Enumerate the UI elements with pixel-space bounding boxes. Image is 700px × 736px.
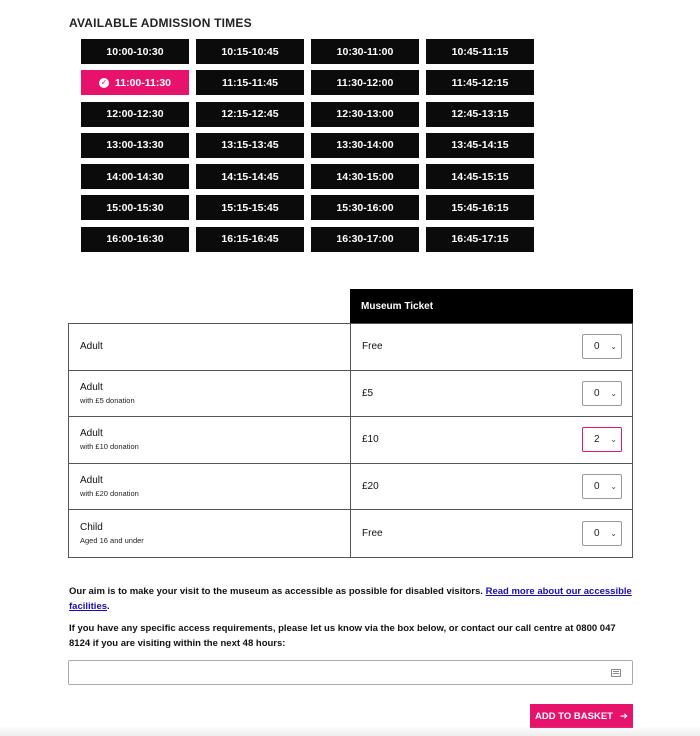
ticket-type-cell [69, 510, 351, 557]
admission-slot[interactable] [426, 102, 534, 127]
admission-slot[interactable] [426, 227, 534, 252]
admission-slot-label: 10:30-11:00 [336, 45, 394, 58]
admission-slot-label: 12:45-13:15 [451, 108, 509, 121]
admission-slot-label: 10:45-11:15 [451, 45, 509, 58]
ticket-price-cell [351, 417, 632, 463]
accessibility-link-suffix: . [107, 601, 110, 612]
admission-slot[interactable] [311, 102, 419, 127]
admission-slot-label: 13:15-13:45 [221, 139, 279, 152]
chevron-down-icon: ⌄ [610, 342, 617, 352]
admission-slot-label: 16:45-17:15 [451, 233, 509, 246]
ticket-price-cell [351, 371, 632, 417]
admission-slot[interactable] [426, 39, 534, 64]
admission-slot-label: 12:00-12:30 [106, 108, 164, 121]
quantity-value: 2 [594, 434, 600, 446]
ticket-table [68, 323, 633, 558]
ticket-price: £20 [362, 481, 379, 493]
admission-slot[interactable] [81, 164, 189, 189]
admission-slot-label: 15:45-16:15 [451, 201, 509, 214]
admission-slot[interactable] [81, 195, 189, 220]
access-requirements-text: If you have any specific access requirements, please let us know via the box below, or contact our call centre at 0800 047 8124 if you are visiting within the next 48 hours: [69, 623, 616, 649]
admission-slot-label: 10:15-10:45 [221, 45, 279, 58]
admission-slot[interactable] [311, 164, 419, 189]
admission-slot[interactable] [81, 39, 189, 64]
accessible-facilities-link[interactable]: Read more about our accessible facilities [69, 586, 632, 612]
ticket-type-subtitle: Aged 16 and under [80, 536, 144, 546]
admission-slot-label: 13:30-14:00 [336, 139, 394, 152]
ticket-price-cell [351, 464, 632, 510]
admission-slot[interactable] [81, 133, 189, 158]
admission-slot[interactable] [311, 227, 419, 252]
admission-slot[interactable] [311, 195, 419, 220]
admission-slot[interactable] [426, 195, 534, 220]
admission-slot[interactable] [196, 195, 304, 220]
admission-slot[interactable] [426, 164, 534, 189]
quantity-select[interactable] [582, 521, 622, 546]
arrow-right-icon: ➔ [619, 710, 628, 722]
quantity-select[interactable] [582, 427, 622, 452]
admission-slot-label: 11:45-12:15 [451, 76, 509, 89]
ticket-type-name: Adult [80, 341, 103, 353]
admission-slot[interactable] [311, 70, 419, 95]
ticket-type-name: Adult [80, 475, 103, 487]
admission-slot-label: 13:45-14:15 [451, 139, 509, 152]
quantity-value: 0 [594, 528, 600, 540]
admission-slot-label: 11:00-11:30 [114, 76, 172, 89]
chevron-down-icon: ⌄ [610, 529, 617, 539]
ticket-type-name: Adult [80, 428, 103, 440]
admission-slot[interactable] [196, 227, 304, 252]
ticket-price: £5 [362, 387, 374, 399]
accessibility-intro: Our aim is to make your visit to the museum as accessible as possible for disabled visitors. [69, 586, 486, 597]
ticket-price: Free [362, 528, 383, 540]
admission-slot-label: 14:45-15:15 [451, 170, 509, 183]
ticket-row [69, 324, 632, 371]
admission-slot[interactable] [311, 39, 419, 64]
add-to-basket-label: ADD TO BASKET [535, 710, 613, 722]
ticket-type-name: Adult [80, 381, 103, 393]
access-requirements-input[interactable] [68, 660, 633, 685]
ticket-row [69, 464, 632, 511]
admission-slot[interactable] [81, 102, 189, 127]
ticket-type-subtitle: with £20 donation [80, 489, 139, 499]
admission-slot-selected[interactable] [81, 70, 189, 95]
ticket-price: £10 [362, 434, 379, 446]
chevron-down-icon: ⌄ [610, 388, 617, 398]
admission-slot[interactable] [81, 227, 189, 252]
admission-slot[interactable] [311, 133, 419, 158]
admission-slot-label: 15:00-15:30 [106, 201, 164, 214]
ticket-type-name: Child [80, 522, 103, 534]
ticket-type-subtitle: with £5 donation [80, 395, 135, 405]
admission-slot[interactable] [196, 102, 304, 127]
add-to-basket-button[interactable] [530, 704, 633, 728]
admission-slot-label: 13:00-13:30 [106, 139, 164, 152]
ticket-type-cell [69, 324, 351, 370]
admission-slot-label: 14:00-14:30 [106, 170, 164, 183]
quantity-value: 0 [594, 341, 600, 353]
admission-slot-label: 16:30-17:00 [336, 233, 394, 246]
quantity-select[interactable] [582, 474, 622, 499]
admission-slot[interactable] [196, 164, 304, 189]
ticket-type-subtitle: with £10 donation [80, 442, 139, 452]
checkmark-icon: ✓ [100, 77, 108, 87]
admission-slot-label: 16:00-16:30 [106, 233, 164, 246]
chevron-down-icon: ⌄ [610, 482, 617, 492]
admission-slot-label: 15:15-15:45 [221, 201, 279, 214]
admission-slot-grid [81, 39, 534, 252]
admission-slot-label: 15:30-16:00 [336, 201, 394, 214]
ticket-type-cell [69, 464, 351, 510]
quantity-select[interactable] [582, 381, 622, 406]
accessibility-note [69, 584, 634, 614]
admission-slot-label: 14:30-15:00 [336, 170, 394, 183]
chevron-down-icon: ⌄ [610, 435, 617, 445]
ticket-type-cell [69, 417, 351, 463]
admission-slot-label: 11:30-12:00 [336, 76, 394, 89]
ticket-row [69, 510, 632, 557]
quantity-value: 0 [594, 387, 600, 399]
ticket-price: Free [362, 341, 383, 353]
admission-slot-label: 12:30-13:00 [336, 108, 394, 121]
admission-slot-label: 10:00-10:30 [106, 45, 164, 58]
admission-slot-label: 12:15-12:45 [221, 108, 279, 121]
admission-times-heading: AVAILABLE ADMISSION TIMES [69, 16, 252, 30]
quantity-select[interactable] [582, 334, 622, 359]
admission-slot[interactable] [426, 133, 534, 158]
quantity-value: 0 [594, 481, 600, 493]
ticket-price-cell [351, 324, 632, 370]
admission-slot[interactable] [426, 70, 534, 95]
admission-slot-label: 11:15-11:45 [221, 76, 279, 89]
ticket-type-cell [69, 371, 351, 417]
admission-slot[interactable] [196, 133, 304, 158]
ticket-price-cell [351, 510, 632, 557]
admission-slot[interactable] [196, 39, 304, 64]
keyboard-icon [611, 669, 621, 677]
admission-slot[interactable] [196, 70, 304, 95]
admission-slot-label: 14:15-14:45 [221, 170, 279, 183]
ticket-row [69, 371, 632, 418]
ticket-column-header: Museum Ticket [350, 289, 633, 324]
bottom-fade [0, 726, 700, 736]
ticket-row [69, 417, 632, 464]
admission-slot-label: 16:15-16:45 [221, 233, 279, 246]
